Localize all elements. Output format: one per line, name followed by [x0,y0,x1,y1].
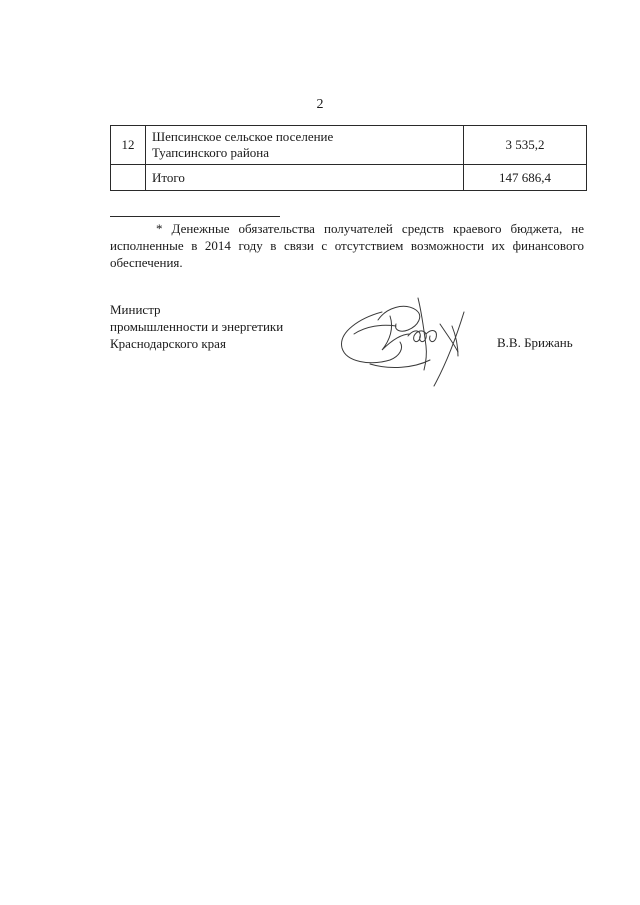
row-amount: 3 535,2 [464,126,587,165]
page-number: 2 [316,97,324,112]
footnote-divider [110,216,280,217]
total-label: Итого [146,165,464,191]
row-number [111,165,146,191]
signatory-name: В.В. Брижань [497,335,573,350]
table-row [111,126,587,165]
budget-table [110,125,587,191]
row-name-line1: Шепсинское сельское поселение [152,129,334,144]
signatory-title-line1: Министр [110,302,161,317]
signatory-title-line2: промышленности и энергетики [110,319,284,334]
handwritten-signature [330,290,500,400]
total-amount: 147 686,4 [464,165,587,191]
table-row-total [111,165,587,191]
signatory-title-line3: Краснодарского края [110,336,226,351]
row-name [146,126,464,165]
signatory-title [110,301,283,352]
row-name-line2: Туапсинского района [152,145,269,160]
row-number: 12 [111,126,146,165]
footnote: * Денежные обязательства получателей средств краевого бюджета, не исполненные в 2014 году в связи с отсутствием возможности их финансового обеспечения. [110,221,584,270]
